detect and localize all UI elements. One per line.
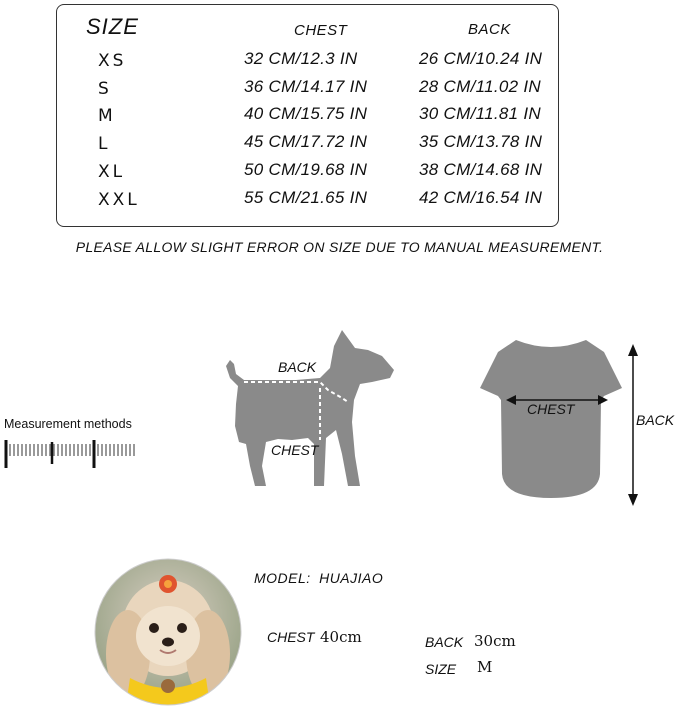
ruler-icon	[0, 438, 140, 472]
measurement-methods-label: Measurement methods	[4, 417, 132, 431]
measurement-note: PLEASE ALLOW SLIGHT ERROR ON SIZE DUE TO MANUAL MEASUREMENT.	[75, 239, 604, 255]
chest-value-cell: 45 CM/17.72 IN	[244, 132, 368, 151]
back-value-cell: 26 CM/10.24 IN	[419, 49, 543, 68]
chest-value-cell: 36 CM/14.17 IN	[244, 77, 368, 96]
model-name: HUAJIAO	[319, 570, 384, 586]
model-chest-label: CHEST	[267, 629, 315, 645]
model-chest-value: 40cm	[320, 628, 362, 646]
model-size-label: SIZE	[425, 661, 457, 677]
dog-back-label: BACK	[278, 359, 317, 375]
chest-value-cell: 50 CM/19.68 IN	[244, 160, 368, 179]
model-back-label: BACK	[425, 634, 464, 650]
model-back-value: 30cm	[474, 632, 516, 650]
model-dog-photo	[94, 558, 242, 706]
shirt-back-label: BACK	[636, 412, 675, 428]
dog-silhouette-diagram	[222, 326, 402, 496]
dog-silhouette-icon	[226, 330, 394, 486]
back-value-cell: 30 CM/11.81 IN	[419, 104, 541, 123]
back-column-header: BACK	[468, 21, 511, 38]
back-value-cell: 38 CM/14.68 IN	[419, 160, 543, 179]
size-label-cell: L	[98, 134, 111, 154]
model-label: MODEL:	[254, 570, 311, 586]
model-size-value: M	[477, 658, 493, 676]
size-label-cell: XL	[98, 162, 126, 182]
chest-value-cell: 55 CM/21.65 IN	[244, 188, 368, 207]
size-label-cell: XS	[98, 51, 127, 71]
shirt-silhouette-diagram	[476, 338, 626, 506]
chest-value-cell: 32 CM/12.3 IN	[244, 49, 358, 68]
shirt-silhouette-icon	[480, 340, 622, 498]
model-info	[254, 570, 383, 586]
back-value-cell: 35 CM/13.78 IN	[419, 132, 543, 151]
dog-chest-label: CHEST	[271, 442, 319, 458]
size-label-cell: M	[98, 106, 116, 126]
size-label-cell: XXL	[98, 190, 140, 210]
back-value-cell: 42 CM/16.54 IN	[419, 188, 543, 207]
size-column-header: SIZE	[86, 14, 139, 39]
chest-column-header: CHEST	[294, 22, 348, 39]
size-label-cell: S	[98, 79, 112, 99]
shirt-chest-label: CHEST	[527, 401, 575, 417]
back-value-cell: 28 CM/11.02 IN	[419, 77, 541, 96]
chest-value-cell: 40 CM/15.75 IN	[244, 104, 368, 123]
